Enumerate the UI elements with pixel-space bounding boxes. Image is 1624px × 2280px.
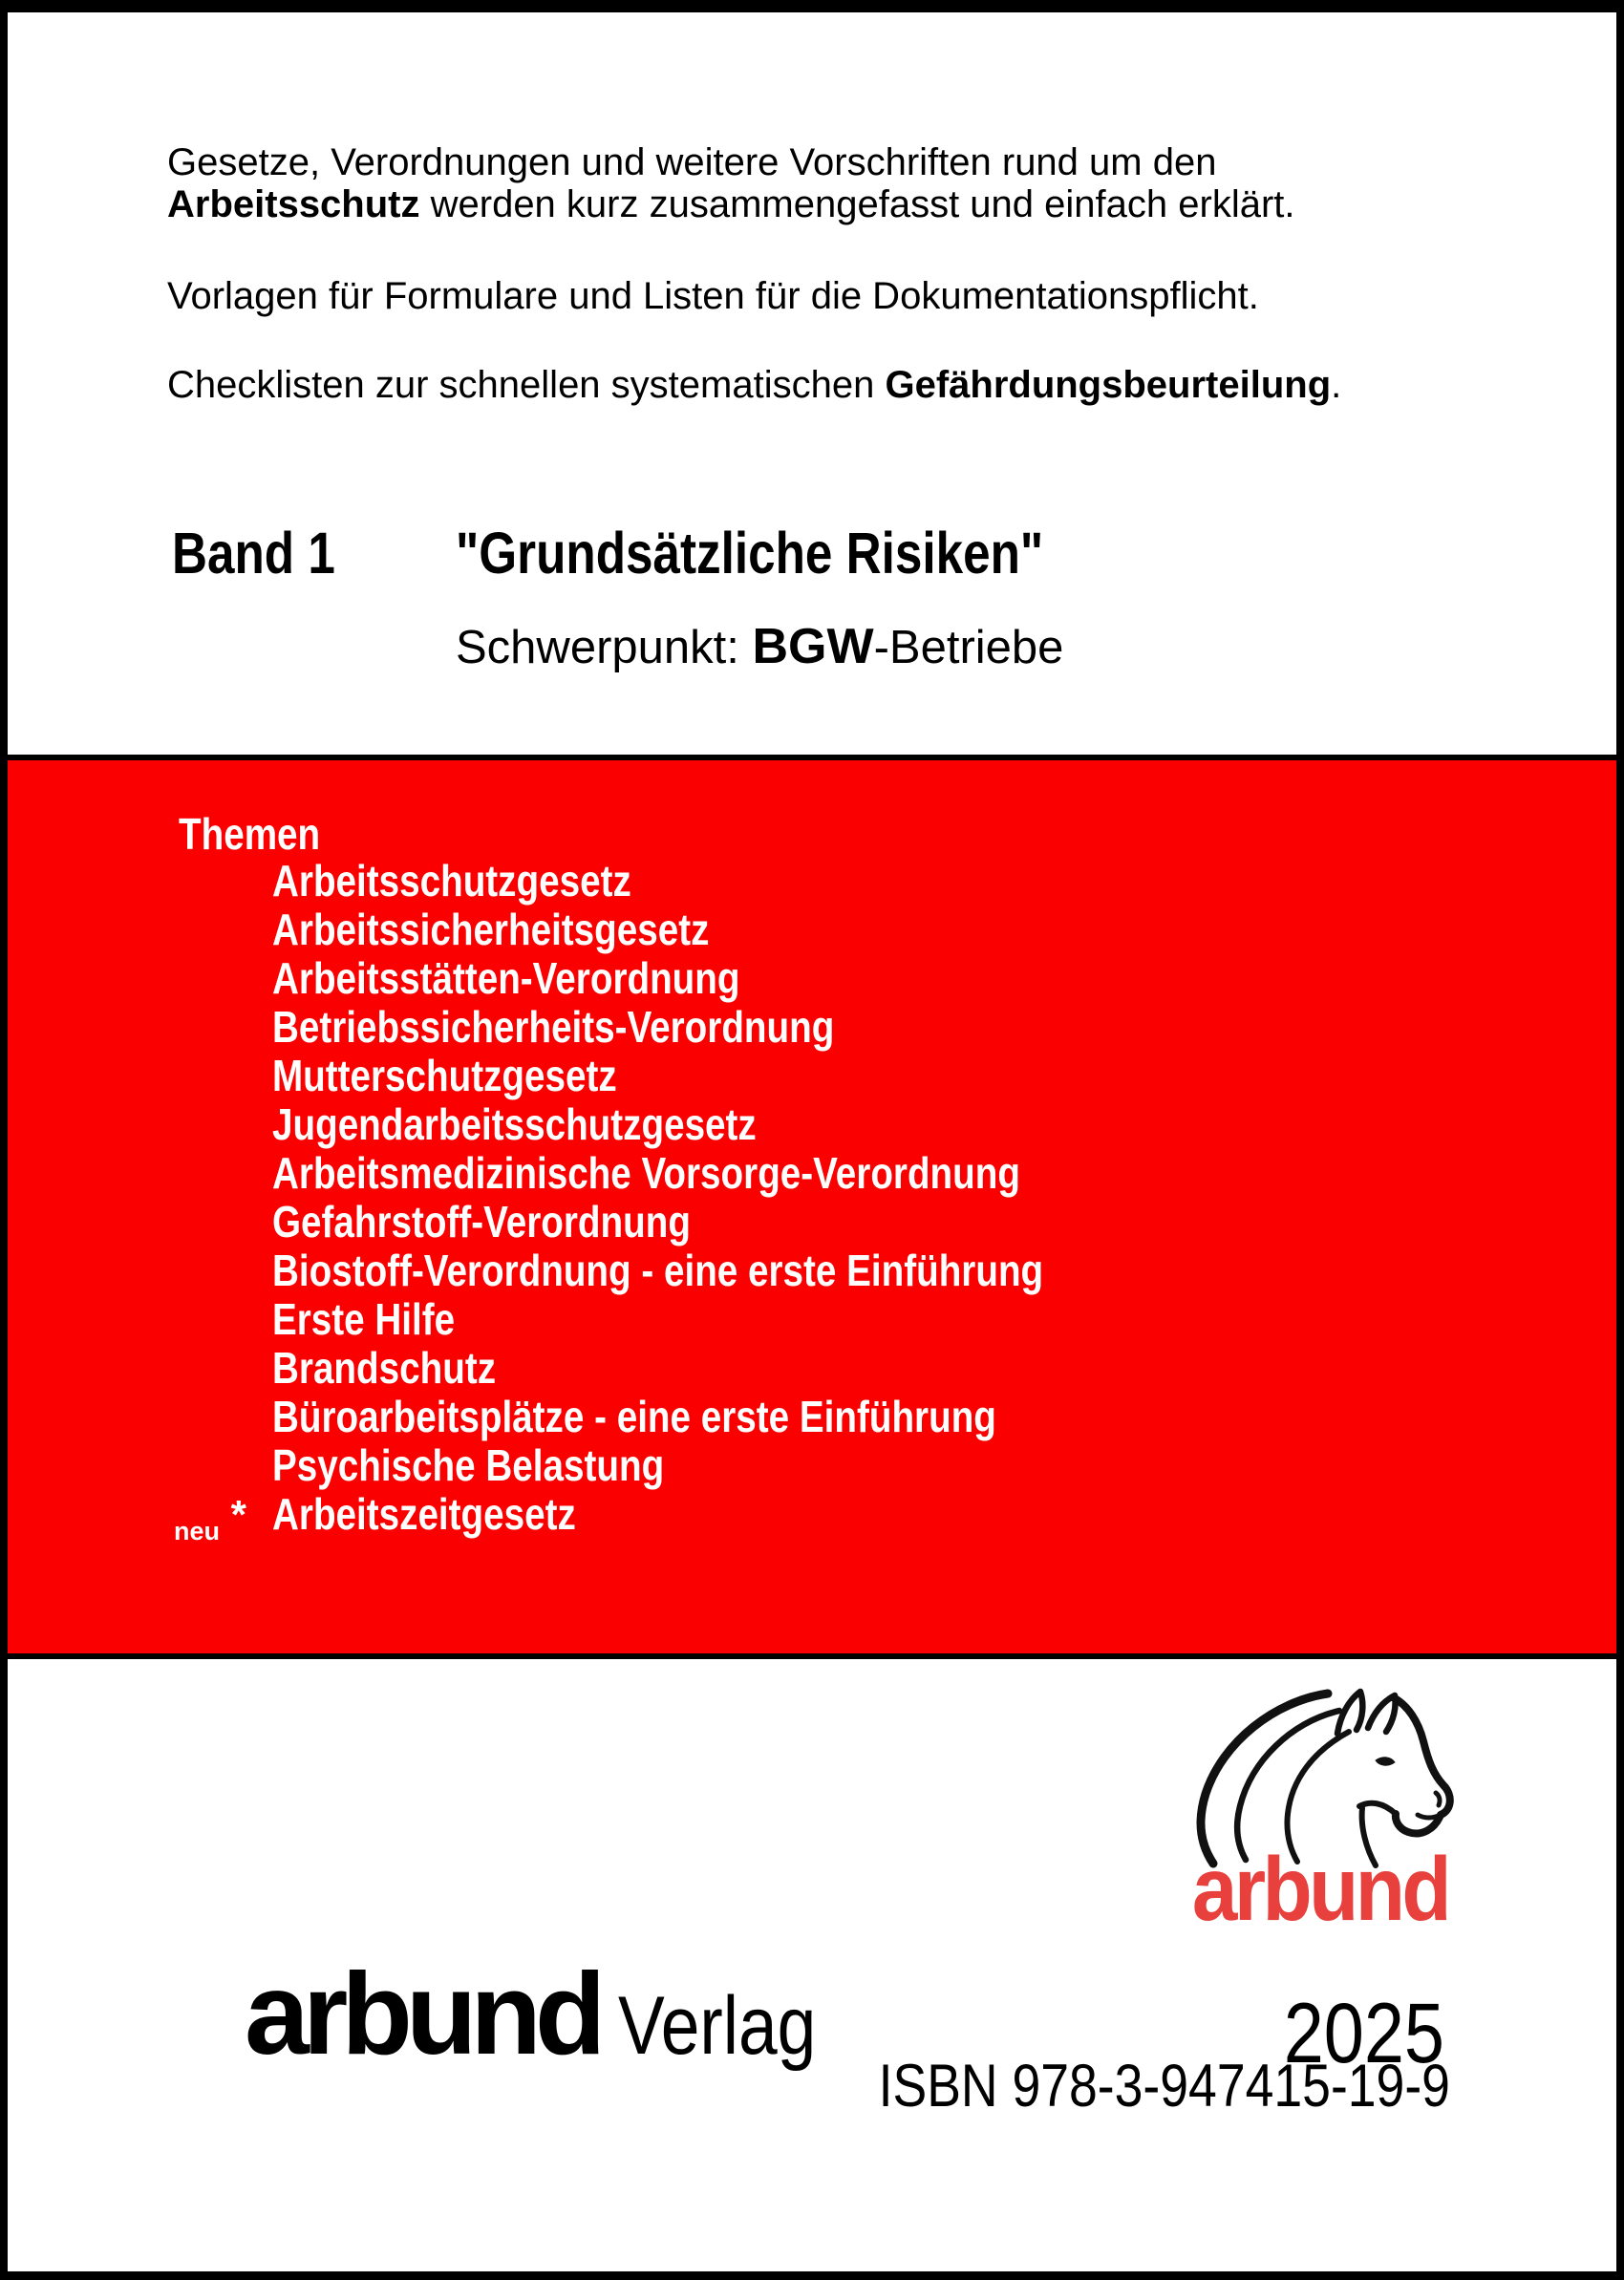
theme-item-label: Jugendarbeitsschutzgesetz [272,1099,757,1149]
intro-line-1: Gesetze, Verordnungen und weitere Vorschriften rund um den [167,141,1217,183]
theme-item [8,906,1616,954]
theme-item-label: Erste Hilfe [272,1294,456,1344]
theme-item [8,954,1616,1003]
theme-item-label: Arbeitsmedizinische Vorsorge-Verordnung [272,1148,1020,1198]
book-title: "Grundsätzliche Risiken" [456,521,1044,586]
theme-item-label: Arbeitsschutzgesetz [272,856,631,906]
theme-item-label: Arbeitszeitgesetz [272,1489,576,1539]
intro-paragraph-2: Vorlagen für Formulare und Listen für die Dokumentationspflicht. [167,275,1259,317]
theme-item-label: Arbeitssicherheitsgesetz [272,905,710,954]
intro-line2-bold: Arbeitsschutz [167,183,420,225]
publisher-row [245,1949,851,2078]
theme-item [8,1393,1616,1441]
intro-p3-bold: Gefährdungsbeurteilung [885,364,1332,406]
page-border-left [0,0,8,2280]
theme-item-label: Büroarbeitsplätze - eine erste Einführung [272,1392,996,1441]
themes-panel [8,755,1616,1659]
theme-item-label: Biostoff-Verordnung - eine erste Einführung [272,1246,1044,1295]
band-label: Band 1 [172,521,335,586]
theme-item-label: Mutterschutzgesetz [272,1051,617,1100]
intro-paragraph-3: Checklisten zur schnellen systematischen Gefährdungsbeurteilung. [167,364,1342,406]
theme-item [8,1052,1616,1100]
edition-year: 2025 [1283,1985,1444,2080]
theme-item [8,1247,1616,1295]
theme-item [8,857,1616,906]
page-border-bottom [0,2271,1624,2280]
theme-item-label: Gefahrstoff-Verordnung [272,1197,691,1247]
theme-item [8,1344,1616,1393]
page-border-top [0,0,1624,12]
theme-item-label: Arbeitsstätten-Verordnung [272,953,740,1003]
theme-item [8,1198,1616,1247]
theme-item [8,1295,1616,1344]
theme-item-label: Brandschutz [272,1343,497,1393]
theme-item [8,1149,1616,1198]
brand-wordmark: arbund [1191,1839,1449,1940]
book-subtitle: Schwerpunkt: BGW-Betriebe [456,619,1064,674]
theme-item [8,1489,1616,1545]
theme-item [8,1441,1616,1490]
intro-line2-rest: werden kurz zusammengefasst und einfach erklärt. [419,183,1295,225]
publisher-wordmark: arbund [245,1949,600,2078]
theme-item [8,1003,1616,1052]
theme-item-label: Psychische Belastung [272,1440,665,1490]
page-border-right [1616,0,1624,2280]
subtitle-bold-bgw: BGW [752,619,874,674]
intro-paragraph-1 [167,141,1295,225]
theme-item [8,1100,1616,1149]
isbn-number: ISBN 978-3-947415-19-9 [878,2053,1450,2120]
themes-list [8,856,1616,1545]
themes-heading: Themen [179,809,321,859]
new-item-marker: neu * [174,1492,247,1545]
publisher-suffix: Verlag [618,1980,817,2072]
theme-item-label: Betriebssicherheits-Verordnung [272,1002,835,1052]
